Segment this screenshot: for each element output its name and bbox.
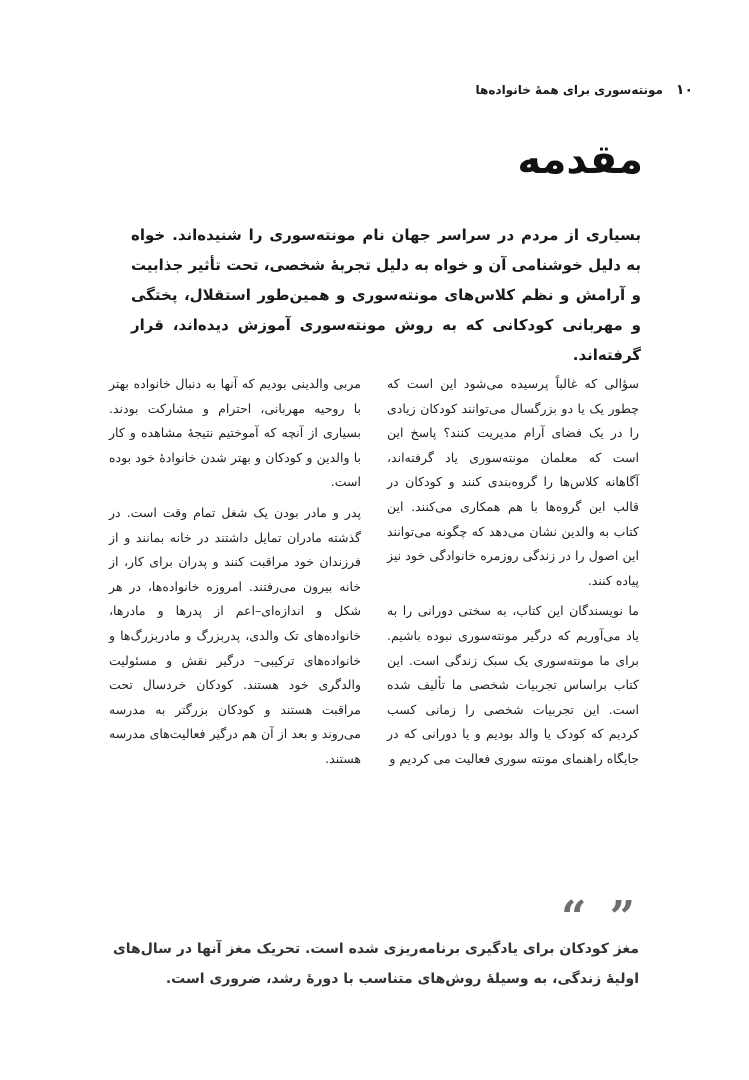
body-column-left [109, 372, 361, 778]
body-paragraph: مربی والدینی بودیم که آنها به دنبال خانواده بهتر با روحیه مهربانی، احترام و مشارکت بودند. بسیاری از آنچه که آموختیم نتیجهٔ مشاهده و کار با والدین و کودکان و بهتر شدن خانوادهٔ خود بوده است. [109, 376, 361, 490]
running-title: مونته‌سوری برای همهٔ خانواده‌ها [475, 83, 663, 97]
body-paragraph: سؤالی که غالباً پرسیده می‌شود این است که چطور یک یا دو بزرگسال می‌توانند کودکان زیادی را در یک فضای آرام مدیریت کنند؟ پاسخ این است که معلمان مونته‌سوری یاد گرفته‌اند، آگاهانه کلاس‌ها را گروه‌بندی کنند و کودکان در قالب این گروه‌ها با هم همکاری می‌کنند. این کتاب به والدین نشان می‌دهد که چگونه می‌توانند این اصول را در زندگی روزمره خانوادگی خود نیز پیاده کنند. [387, 376, 639, 588]
body-paragraph: ما نویسندگان این کتاب، به سختی دورانی را به یاد می‌آوریم که درگیر مونته‌سوری نبوده باشیم. برای ما مونته‌سوری یک سبک زندگی است. این کتاب براساس تجربیات شخصی ما تألیف شده است. این تجربیات شخصی را زمانی کسب کردیم که کودک یا والد بودیم و یا دورانی که در جایگاه راهنمای مونته سوری فعالیت می کردیم و [387, 603, 639, 766]
intro-paragraph: بسیاری از مردم در سراسر جهان نام مونته‌سوری را شنیده‌اند. خواه به دلیل خوشنامی آن و خواه به دلیل تجربهٔ شخصی، تحت تأثیر جذابیت و آرامش و نظم کلاس‌های مونته‌سوری و همین‌طور استقلال، پختگی و مهربانی کودکانی که به روش مونته‌سوری آموزش دیده‌اند، قرار گرفته‌اند. [131, 226, 641, 364]
body-column-right [387, 372, 639, 778]
page-number: ۱۰ [675, 82, 693, 98]
page-header [56, 82, 693, 102]
pull-quote: مغز کودکان برای یادگیری برنامه‌ریزی شده است. تحریک مغز آنها در سال‌های اولیهٔ زندگی، به وسیلهٔ روش‌های متناسب با دورهٔ رشد، ضروری است. [112, 941, 639, 987]
chapter-title: مقدمه [517, 137, 643, 183]
quote-mark-icon: “ ” [561, 892, 639, 943]
body-paragraph: پدر و مادر بودن یک شغل تمام وقت است. در گذشته مادران تمایل داشتند در خانه بمانند و از فرزندان خود مراقبت کنند و پدران برای کار، از خانه بیرون می‌رفتند. امروزه خانواده‌ها، در هر شکل و اندازه‌ای–اعم از پدرها و مادرها، خانواده‌های تک والدی، پدربزرگ و مادربزرگ‌ها و خانواده‌های ترکیبی– درگیر نقش و مسئولیت والدگری خود هستند. کودکان خردسال تحت مراقبت هستند و کودکان بزرگتر به مدرسه می‌روند و بعد از آن هم درگیر فعالیت‌های مدرسه هستند. [109, 504, 361, 766]
